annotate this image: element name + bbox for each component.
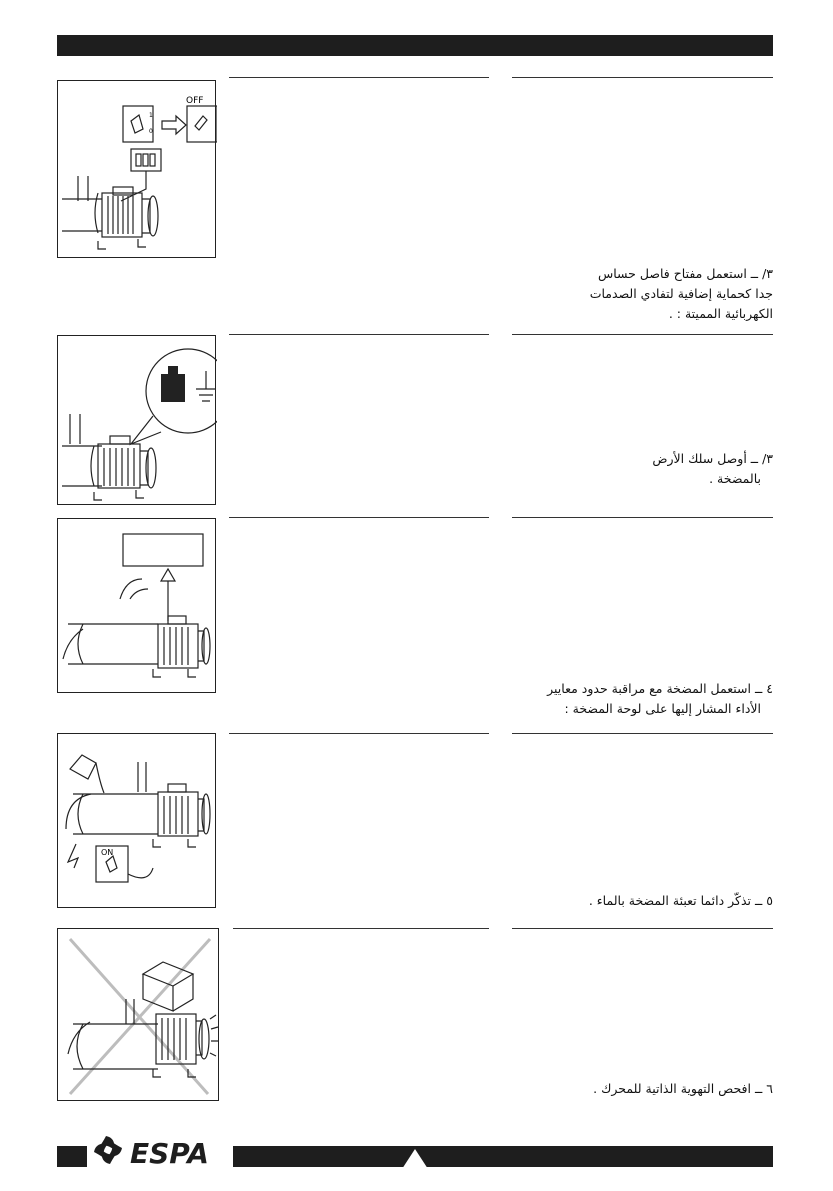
section-rule <box>233 928 489 929</box>
step-line: ٤ ــ استعمل المضخة مع مراقبة حدود معايير <box>547 681 773 696</box>
figure-switch-off <box>57 80 216 258</box>
step-line: ٣/ ــ أوصل سلك الأرض <box>652 451 773 466</box>
figure-nameplate <box>57 518 216 693</box>
step-3b-text <box>652 449 773 489</box>
step-line: جدا كحماية إضافية لتفادي الصدمات <box>589 286 773 301</box>
step-4-text <box>547 679 773 719</box>
section-rule <box>512 334 773 335</box>
section-rule <box>512 928 773 929</box>
section-rule <box>512 733 773 734</box>
switch-one-label: 1 <box>149 112 153 119</box>
step-line: بالمضخة . <box>709 471 761 486</box>
espa-swirl-icon <box>94 1136 122 1164</box>
section-rule <box>512 517 773 518</box>
on-label: ON <box>101 848 114 857</box>
step-6-text <box>593 1079 773 1099</box>
section-rule <box>229 733 489 734</box>
footer-bar-left <box>57 1146 87 1167</box>
figure-ground-wire <box>57 335 216 505</box>
section-rule <box>512 77 773 78</box>
off-label: OFF <box>186 96 204 106</box>
section-rule <box>229 517 489 518</box>
footer-bar <box>233 1146 773 1167</box>
step-line: ٦ ــ افحص التهوية الذاتية للمحرك . <box>593 1081 773 1096</box>
step-line: الكهربائية المميتة : . <box>668 306 773 321</box>
step-line: الأداء المشار إليها على لوحة المضخة : <box>564 701 761 716</box>
brand-name: ESPA <box>130 1137 209 1170</box>
step-3a-text <box>590 264 773 324</box>
figure-check-ventilation <box>57 928 219 1101</box>
step-line: ٥ ــ تذكّر دائما تعبئة المضخة بالماء . <box>588 893 773 908</box>
step-5-text <box>589 891 773 911</box>
header-bar <box>57 35 773 56</box>
section-rule <box>229 77 489 78</box>
figure-fill-water <box>57 733 216 908</box>
espa-logo <box>88 1130 228 1180</box>
step-line: ٣/ ــ استعمل مفتاح فاصل حساس <box>597 266 773 281</box>
section-rule <box>229 334 489 335</box>
warning-icon <box>401 1148 429 1170</box>
switch-zero-label: 0 <box>149 128 153 135</box>
